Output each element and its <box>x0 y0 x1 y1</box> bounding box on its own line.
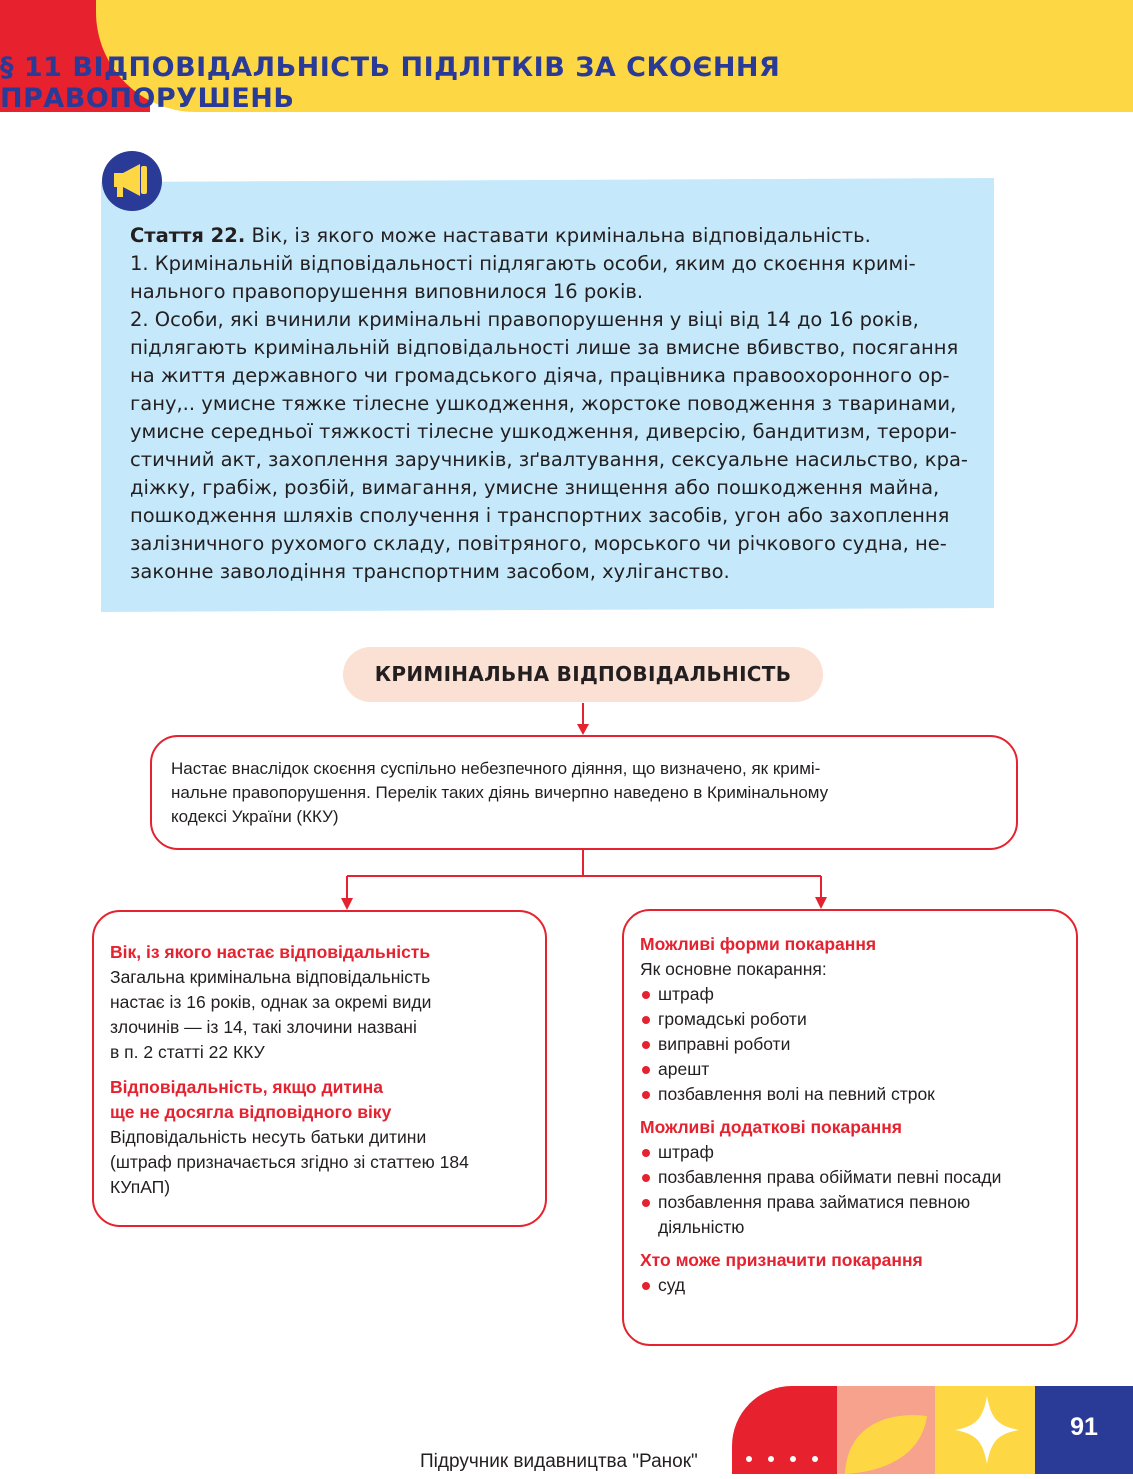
list-item: арешт <box>640 1057 1060 1082</box>
list-item: позбавлення волі на певний строк <box>640 1082 1060 1107</box>
list-item: штраф <box>640 982 1060 1007</box>
definition-line: Настає внаслідок скоєння суспільно небезпечного діяння, що визначено, як кримі- <box>171 759 821 778</box>
page-number: 91 <box>1070 1413 1098 1441</box>
quote-line: підлягають кримінальній відповідальності лише за вмисне вбивство, посягання <box>130 336 959 359</box>
list-item: штраф <box>640 1140 1060 1165</box>
list-item: позбавлення права займатися певною діяльністю <box>640 1190 1060 1240</box>
child-line: КУпАП) <box>110 1177 171 1197</box>
list-item: суд <box>640 1273 1060 1298</box>
quote-line: залізничного рухомого складу, повітряного, морського чи річкового судна, не- <box>130 532 947 555</box>
age-section-title: Вік, із якого настає відповідальність <box>110 942 431 962</box>
quote-line: нального правопорушення виповнилося 16 років. <box>130 280 644 303</box>
quote-line: Вік, із якого може наставати кримінальна відповідальність. <box>251 224 871 247</box>
quote-line: стичний акт, захоплення заручників, зґвалтування, сексуальне насильство, кра- <box>130 448 968 471</box>
diagram-title: КРИМІНАЛЬНА ВІДПОВІДАЛЬНІСТЬ <box>343 647 823 702</box>
article-label: Стаття 22. <box>130 224 246 247</box>
sparkle-icon <box>935 1386 1035 1474</box>
list-item: позбавлення права обіймати певні посади <box>640 1165 1060 1190</box>
quote-line: гану,.. умисне тяжке тілесне ушкодження, жорстоке поводження з тваринами, <box>130 392 957 415</box>
age-line: настає із 16 років, однак за окремі види <box>110 992 432 1012</box>
publisher-credit: Підручник видавництва "Ранок" <box>420 1451 698 1472</box>
quote-line: діжку, грабіж, розбій, вимагання, умисне знищення або пошкодження майна, <box>130 476 940 499</box>
quote-line: пошкодження шляхів сполучення і транспортних засобів, угон або захоплення <box>130 504 950 527</box>
quote-line: законне заволодіння транспортним засобом, хуліганство. <box>130 560 730 583</box>
child-line: Відповідальність несуть батьки дитини <box>110 1127 427 1147</box>
age-line: Загальна кримінальна відповідальність <box>110 967 431 987</box>
quote-line: на життя державного чи громадського діяча, працівника правоохоронного ор- <box>130 364 950 387</box>
who-section-title: Хто може призначити покарання <box>640 1250 923 1270</box>
footer-dot <box>790 1456 796 1462</box>
forms-section-title: Можливі форми покарання <box>640 934 877 954</box>
quote-line: умисне середньої тяжкості тілесне ушкодження, диверсію, бандитизм, терори- <box>130 420 957 443</box>
footer-yellow-block <box>935 1386 1035 1474</box>
age-responsibility-content <box>110 940 530 1200</box>
footer-salmon-block <box>837 1386 935 1474</box>
child-section-title: Відповідальність, якщо дитина <box>110 1077 383 1097</box>
footer-dot <box>768 1456 774 1462</box>
footer-dot <box>812 1456 818 1462</box>
definition-line: кодексі України (ККУ) <box>171 807 339 826</box>
child-line: (штраф призначається згідно зі статтею 184 <box>110 1152 469 1172</box>
additional-section-title: Можливі додаткові покарання <box>640 1117 903 1137</box>
definition-line: нальне правопорушення. Перелік таких діянь вичерпно наведено в Кримінальному <box>171 783 829 802</box>
footer-dot <box>746 1456 752 1462</box>
leaf-icon <box>837 1386 935 1474</box>
child-section-title: ще не досягла відповідного віку <box>110 1102 392 1122</box>
age-line: в п. 2 статті 22 ККУ <box>110 1042 265 1062</box>
list-item: громадські роботи <box>640 1007 1060 1032</box>
definition-text <box>171 757 971 829</box>
quote-line: 2. Особи, які вчинили кримінальні правопорушення у віці від 14 до 16 років, <box>130 308 919 331</box>
list-item: виправні роботи <box>640 1032 1060 1057</box>
forms-intro: Як основне покарання: <box>640 959 827 979</box>
page-title: § 11 ВІДПОВІДАЛЬНІСТЬ ПІДЛІТКІВ ЗА СКОЄННЯ ПРАВОПОРУШЕНЬ <box>0 52 781 114</box>
age-line: злочинів — із 14, такі злочини названі <box>110 1017 417 1037</box>
quote-line: 1. Кримінальній відповідальності підлягають особи, яким до скоєння кримі- <box>130 252 916 275</box>
punishment-content <box>640 932 1060 1298</box>
